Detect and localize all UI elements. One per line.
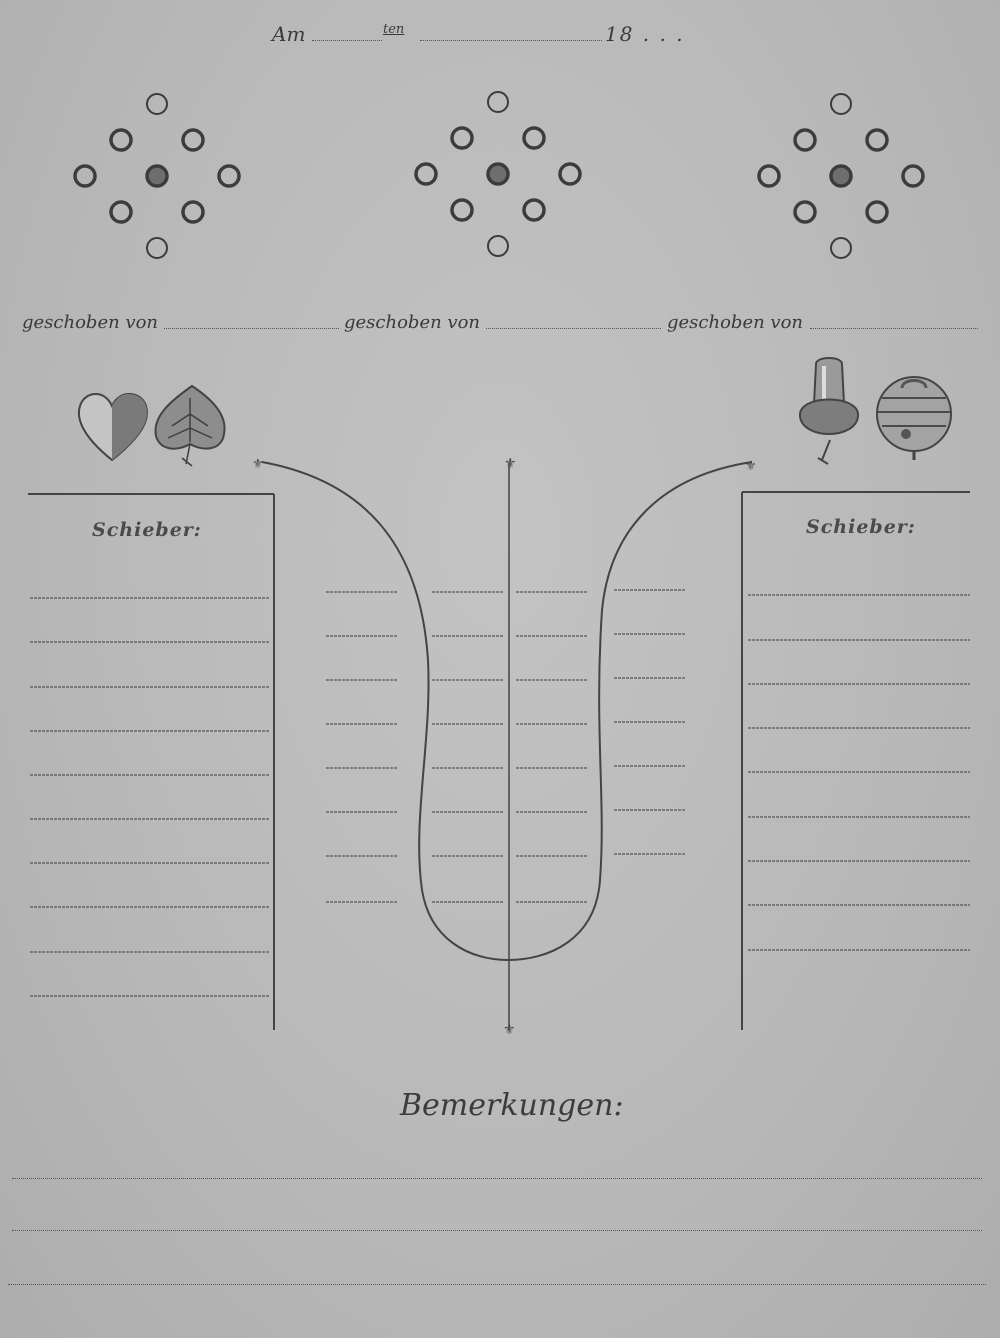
pin-icon xyxy=(183,130,203,150)
pin-icon xyxy=(452,128,472,148)
pin-icon xyxy=(903,166,923,186)
geschoben-von-line-3[interactable] xyxy=(810,328,978,329)
pin-icon xyxy=(111,130,131,150)
pin-icon xyxy=(560,164,580,184)
remarks-line-1[interactable] xyxy=(12,1178,982,1179)
king-pin-icon xyxy=(831,166,851,186)
curve-left-fleur-icon: ⚜ xyxy=(252,457,264,472)
pin-diagrams xyxy=(0,0,1000,300)
pin-icon xyxy=(488,92,508,112)
pin-diagram-3 xyxy=(759,94,923,258)
u-curve-path xyxy=(262,462,752,960)
axis-bottom-fleur-icon: ⚜ xyxy=(503,1022,516,1038)
geschoben-von-line-2[interactable] xyxy=(486,328,661,329)
pin-icon xyxy=(111,202,131,222)
axis-top-fleur-icon: ⚜ xyxy=(504,456,517,472)
king-pin-icon xyxy=(488,164,508,184)
pin-icon xyxy=(147,94,167,114)
date-ten-label: ten xyxy=(383,22,405,37)
pin-icon xyxy=(75,166,95,186)
remarks-title: Bemerkungen: xyxy=(400,1088,624,1123)
date-year-label: 18 . . . xyxy=(605,22,685,46)
pin-icon xyxy=(416,164,436,184)
pin-diagram-2 xyxy=(416,92,580,256)
pin-icon xyxy=(147,238,167,258)
remarks-line-3[interactable] xyxy=(8,1284,986,1285)
pin-diagram-1 xyxy=(75,94,239,258)
left-score-rows xyxy=(30,598,270,996)
geschoben-von-label-3: geschoben von xyxy=(667,312,804,333)
pin-icon xyxy=(524,128,544,148)
pin-icon xyxy=(183,202,203,222)
pin-icon xyxy=(795,130,815,150)
center-score-rows xyxy=(326,590,686,902)
pin-icon xyxy=(219,166,239,186)
geschoben-von-label-1: geschoben von xyxy=(22,312,159,333)
curve-right-fleur-icon: ⚜ xyxy=(745,459,757,474)
pin-icon xyxy=(831,238,851,258)
pin-icon xyxy=(524,200,544,220)
pin-icon xyxy=(795,202,815,222)
geschoben-von-line-1[interactable] xyxy=(164,328,339,329)
left-schieber-title: Schieber: xyxy=(92,519,202,541)
pin-icon xyxy=(488,236,508,256)
date-am-label: Am xyxy=(272,22,306,46)
pin-icon xyxy=(452,200,472,220)
remarks-line-2[interactable] xyxy=(12,1230,982,1231)
geschoben-von-label-2: geschoben von xyxy=(344,312,481,333)
pin-icon xyxy=(867,130,887,150)
pin-icon xyxy=(759,166,779,186)
right-score-rows xyxy=(748,595,970,950)
king-pin-icon xyxy=(147,166,167,186)
right-schieber-title: Schieber: xyxy=(806,516,916,538)
pin-icon xyxy=(831,94,851,114)
pin-icon xyxy=(867,202,887,222)
